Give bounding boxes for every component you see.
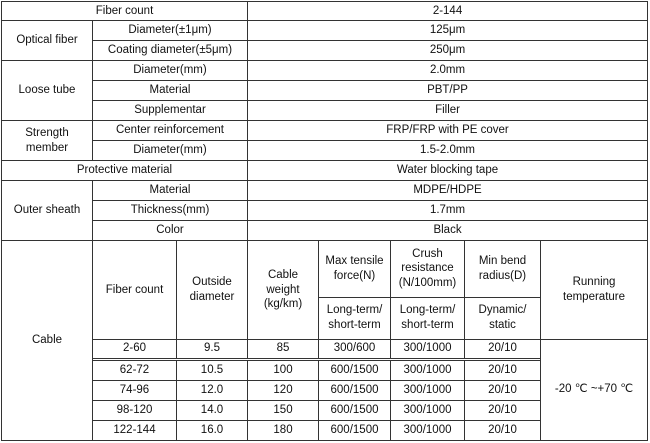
cell-crush: 300/1000 bbox=[391, 420, 465, 440]
cell-weight: 85 bbox=[248, 339, 319, 358]
cell-weight: 100 bbox=[248, 360, 319, 380]
header-running-temp: Running temperature bbox=[541, 241, 648, 339]
cell-od: 10.5 bbox=[177, 360, 248, 380]
subheader-tensile: Long-term/ short-term bbox=[319, 297, 391, 339]
row-supplementar bbox=[2, 101, 648, 121]
table-row bbox=[2, 339, 648, 358]
cell-weight: 120 bbox=[248, 380, 319, 400]
cell-bend: 20/10 bbox=[465, 420, 541, 440]
fiber-diameter-label: Diameter(±1μm) bbox=[93, 21, 248, 41]
cable-group: Cable bbox=[2, 241, 93, 441]
subheader-bend: Dynamic/ static bbox=[465, 297, 541, 339]
fiber-count-value: 2-144 bbox=[248, 2, 648, 21]
cell-tensile: 600/1500 bbox=[319, 380, 391, 400]
row-tube-diameter bbox=[2, 61, 648, 81]
cell-crush: 300/1000 bbox=[391, 400, 465, 420]
coating-diameter-label: Coating diameter(±5μm) bbox=[93, 41, 248, 61]
sheath-color-label: Color bbox=[93, 221, 248, 241]
loose-tube-group: Loose tube bbox=[2, 61, 93, 121]
header-max-tensile: Max tensile force(N) bbox=[319, 241, 391, 297]
cell-bend: 20/10 bbox=[465, 400, 541, 420]
cell-crush: 300/1000 bbox=[391, 360, 465, 380]
cell-tensile: 300/600 bbox=[319, 339, 391, 358]
row-tube-material bbox=[2, 81, 648, 101]
tube-diameter-value: 2.0mm bbox=[248, 61, 648, 81]
strength-member-line1: Strength bbox=[25, 126, 69, 139]
header-crush-resistance: Crush resistance (N/100mm) bbox=[391, 241, 465, 297]
fiber-count-label: Fiber count bbox=[2, 2, 248, 21]
cell-od: 16.0 bbox=[177, 420, 248, 440]
header-cable-weight: Cable weight (kg/km) bbox=[248, 241, 319, 339]
optical-fiber-group: Optical fiber bbox=[2, 21, 93, 61]
sheath-thickness-value: 1.7mm bbox=[248, 201, 648, 221]
row-center-reinforcement bbox=[2, 121, 648, 141]
cell-tensile: 600/1500 bbox=[319, 400, 391, 420]
sheath-thickness-label: Thickness(mm) bbox=[93, 201, 248, 221]
row-sheath-material bbox=[2, 181, 648, 201]
header-min-bend: Min bend radius(D) bbox=[465, 241, 541, 297]
cell-bend: 20/10 bbox=[465, 339, 541, 358]
tube-material-value: PBT/PP bbox=[248, 81, 648, 101]
cell-crush: 300/1000 bbox=[391, 339, 465, 358]
tube-diameter-label: Diameter(mm) bbox=[93, 61, 248, 81]
subheader-crush: Long-term/ short-term bbox=[391, 297, 465, 339]
cell-fiber: 74-96 bbox=[93, 380, 177, 400]
sheath-material-value: MDPE/HDPE bbox=[248, 181, 648, 201]
cell-tensile: 600/1500 bbox=[319, 420, 391, 440]
protective-value: Water blocking tape bbox=[248, 161, 648, 181]
row-fiber-count bbox=[2, 2, 648, 21]
center-reinforcement-label: Center reinforcement bbox=[93, 121, 248, 141]
row-member-diameter bbox=[2, 141, 648, 161]
sheath-material-label: Material bbox=[93, 181, 248, 201]
cell-od: 14.0 bbox=[177, 400, 248, 420]
center-reinforcement-value: FRP/FRP with PE cover bbox=[248, 121, 648, 141]
cell-tensile: 600/1500 bbox=[319, 360, 391, 380]
cell-bend: 20/10 bbox=[465, 360, 541, 380]
row-sheath-thickness bbox=[2, 201, 648, 221]
fiber-diameter-value: 125μm bbox=[248, 21, 648, 41]
row-protective bbox=[2, 161, 648, 181]
strength-member-line2: member bbox=[25, 141, 69, 154]
cable-spec-table bbox=[1, 1, 648, 441]
cell-crush: 300/1000 bbox=[391, 380, 465, 400]
row-cable-header bbox=[2, 241, 648, 297]
cell-fiber: 2-60 bbox=[93, 339, 177, 358]
running-temp-value: -20 ℃ ~+70 ℃ bbox=[541, 339, 648, 440]
header-fiber-count: Fiber count bbox=[93, 241, 177, 339]
row-coating-diameter bbox=[2, 41, 648, 61]
supplementar-value: Filler bbox=[248, 101, 648, 121]
cell-weight: 180 bbox=[248, 420, 319, 440]
header-outside-diameter: Outside diameter bbox=[177, 241, 248, 339]
cell-od: 12.0 bbox=[177, 380, 248, 400]
protective-label: Protective material bbox=[2, 161, 248, 181]
cell-fiber: 122-144 bbox=[93, 420, 177, 440]
cell-fiber: 98-120 bbox=[93, 400, 177, 420]
supplementar-label: Supplementar bbox=[93, 101, 248, 121]
row-sheath-color bbox=[2, 221, 648, 241]
cell-weight: 150 bbox=[248, 400, 319, 420]
member-diameter-value: 1.5-2.0mm bbox=[248, 141, 648, 161]
coating-diameter-value: 250μm bbox=[248, 41, 648, 61]
cell-od: 9.5 bbox=[177, 339, 248, 358]
sheath-color-value: Black bbox=[248, 221, 648, 241]
row-fiber-diameter bbox=[2, 21, 648, 41]
cell-bend: 20/10 bbox=[465, 380, 541, 400]
cell-fiber: 62-72 bbox=[93, 360, 177, 380]
member-diameter-label: Diameter(mm) bbox=[93, 141, 248, 161]
strength-member-group bbox=[2, 121, 93, 161]
outer-sheath-group: Outer sheath bbox=[2, 181, 93, 241]
tube-material-label: Material bbox=[93, 81, 248, 101]
